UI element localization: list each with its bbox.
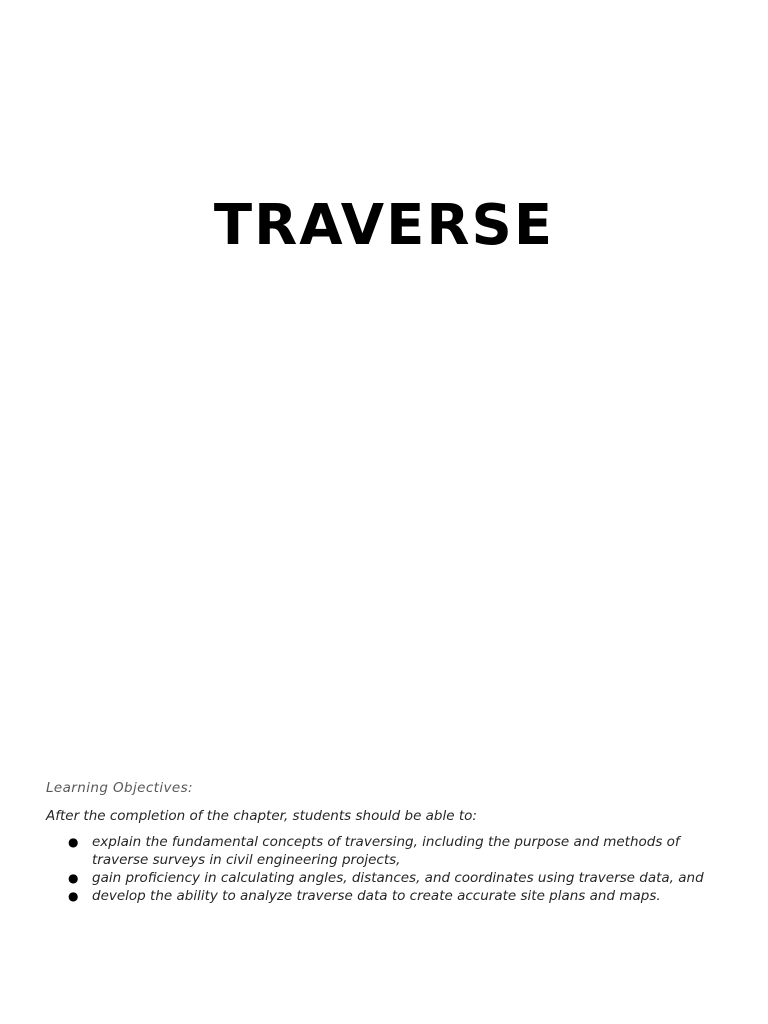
list-item [46, 869, 736, 887]
learning-objectives-intro: After the completion of the chapter, students should be able to: [46, 808, 477, 824]
bullet-dot-icon: ● [68, 889, 79, 903]
list-item [46, 887, 736, 905]
learning-objectives-section [46, 779, 736, 905]
bullet-dot-icon: ● [68, 835, 79, 849]
chapter-title: TRAVERSE [213, 193, 555, 258]
learning-objectives-list [46, 833, 736, 905]
learning-objectives-heading: Learning Objectives: [46, 780, 193, 796]
list-item-text: explain the fundamental concepts of traversing, including the purpose and methods of traverse surveys in civil engineering projects, [92, 834, 680, 868]
bullet-dot-icon: ● [68, 871, 79, 885]
list-item [46, 833, 736, 869]
list-item-text: gain proficiency in calculating angles, distances, and coordinates using traverse data, and [92, 870, 704, 886]
list-item-text: develop the ability to analyze traverse data to create accurate site plans and maps. [92, 888, 661, 904]
